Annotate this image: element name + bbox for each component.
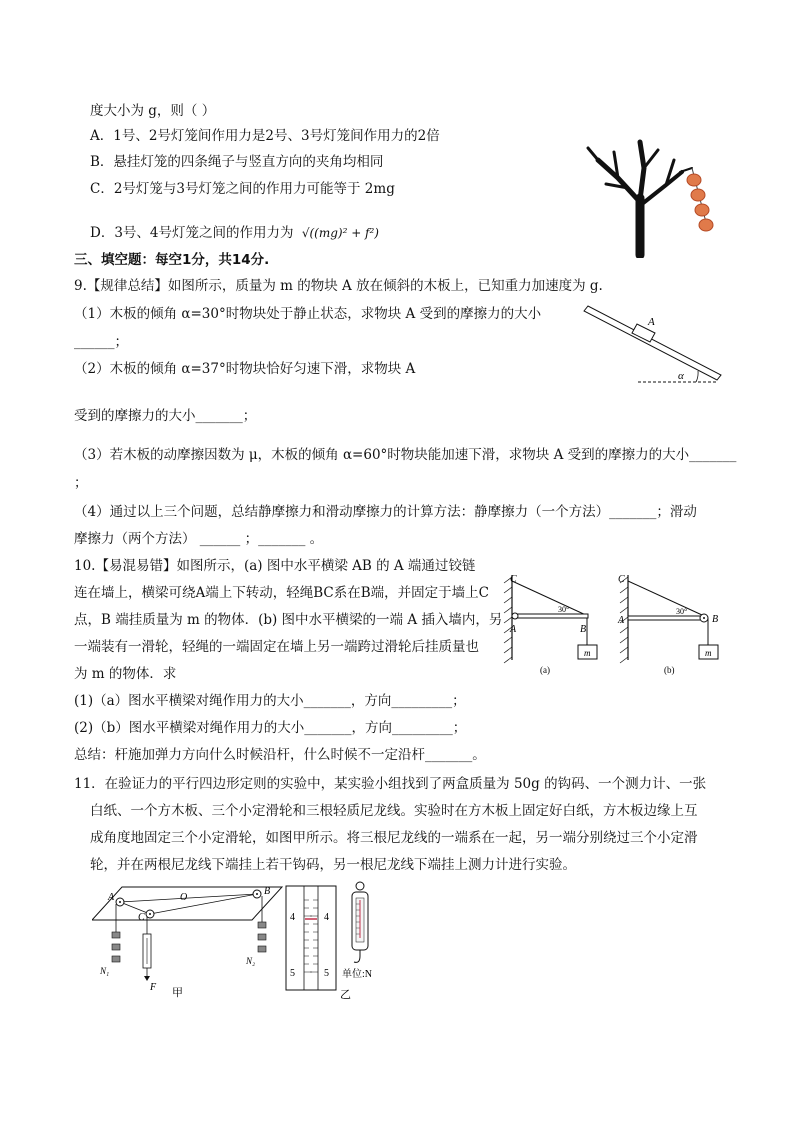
fig-b-label-c: C <box>618 574 625 585</box>
q10-summary[interactable]: 总结：杆施加弹力方向什么时候沿杆，什么时候不一定沿杆_______。 <box>74 747 486 763</box>
q9-intro: 9.【规律总结】如图所示，质量为 m 的物块 A 放在倾斜的木板上，已知重力加速度为 g. <box>74 278 603 294</box>
q9-part2-blank[interactable]: 受到的摩擦力的大小_______； <box>74 408 257 424</box>
fig-b-caption: (b) <box>664 665 675 675</box>
tree-lantern-figure <box>580 130 725 258</box>
q10-line3: 点，B 端挂质量为 m 的物体．(b) 图中水平横梁的一端 A 插入墙内，另 <box>74 612 503 628</box>
figure-jia-pulley-board <box>92 882 292 1002</box>
fig-yi-caption: 乙 <box>340 989 351 1001</box>
q8-option-d-text: D．3号、4号灯笼之间的作用力为 <box>90 225 294 241</box>
q9-part3[interactable]: （3）若木板的动摩擦因数为 μ，木板的倾角 α=60°时物块能加速下滑，求物块 A 受到的摩擦力的大小_______ <box>74 447 737 463</box>
q10-line5: 为 m 的物体．求 <box>74 666 177 682</box>
fig-jia-label-a: A <box>108 892 115 903</box>
q8-option-a[interactable]: A．1号、2号灯笼间作用力是2号、3号灯笼间作用力的2倍 <box>90 128 440 144</box>
fig-yi-tick-5-left: 5 <box>290 968 295 979</box>
q8-stem-tail: 度大小为 g，则（ ） <box>90 103 216 119</box>
q10-line2: 连在墙上，横梁可绕A端上下转动，轻绳BC系在B端，并固定于墙上C <box>74 585 489 601</box>
q10-sub2[interactable]: (2)（b）图水平横梁对绳作用力的大小_______，方向_________； <box>74 720 467 736</box>
inclined-plane-figure <box>578 305 728 390</box>
q11-line2: 白纸、一个方木板、三个小定滑轮和三根轻质尼龙线。实验时在方木板上固定好白纸，方木板边缘上互 <box>90 803 698 819</box>
q9-part1-blank[interactable]: ______； <box>74 334 128 350</box>
q8-option-b[interactable]: B．悬挂灯笼的四条绳子与竖直方向的夹角均相同 <box>90 154 384 170</box>
q9-part1: （1）木板的倾角 α=30°时物块处于静止状态，求物块 A 受到的摩擦力的大小 <box>74 306 542 322</box>
fig-jia-label-b: B <box>264 886 271 897</box>
q9-part3-end: ； <box>74 475 88 491</box>
q8-option-d-formula: √((mg)² + f²) <box>301 226 379 240</box>
fig-b-mass: m <box>705 648 712 658</box>
q10-line4: 一端装有一滑轮，轻绳的一端固定在墙上另一端跨过滑轮后挂质量也 <box>74 639 479 655</box>
q8-option-c[interactable]: C．2号灯笼与3号灯笼之间的作用力可能等于 2mg <box>90 181 395 197</box>
fig-yi-tick-4-right: 4 <box>324 912 329 923</box>
figure-yi-spring-scale <box>282 878 412 1003</box>
fig-b-label-a: A <box>618 615 625 626</box>
section-3-title: 三、填空题：每空1分，共14分. <box>74 252 270 268</box>
fig-a-caption: (a) <box>540 665 550 675</box>
q9-part4[interactable]: （4）通过以上三个问题，总结静摩擦力和滑动摩擦力的计算方法：静摩擦力（一个方法）_______；滑动 <box>74 504 697 520</box>
fig-yi-tick-5-right: 5 <box>324 968 329 979</box>
fig-jia-caption: 甲 <box>172 987 183 999</box>
beam-figure-a <box>498 570 616 680</box>
fig-jia-label-o: O <box>180 892 188 903</box>
q11-line4: 轮，并在两根尼龙线下端挂上若干钩码，另一根尼龙线下端挂上测力计进行实验。 <box>90 857 576 873</box>
fig-a-label-a: A <box>510 624 517 635</box>
fig-b-angle: 30° <box>676 607 688 616</box>
fig-jia-label-n2: N₂ <box>246 956 256 966</box>
fig-a-angle: 30° <box>558 605 570 614</box>
fig-jia-label-c: C <box>138 912 145 923</box>
fig-yi-unit: 单位:N <box>342 969 372 980</box>
q10-sub1[interactable]: (1)（a）图水平横梁对绳作用力的大小_______，方向_________； <box>74 693 466 709</box>
fig-a-mass: m <box>584 648 591 658</box>
fig-b-label-b: B <box>712 614 719 625</box>
q11-line1: 11．在验证力的平行四边形定则的实验中，某实验小组找到了两盒质量为 50g 的钩码、一个测力计、一张 <box>74 776 707 792</box>
fig-jia-label-f: F <box>150 982 157 993</box>
q8-option-d[interactable] <box>90 224 379 242</box>
q9-part4-cont[interactable]: 摩擦力（两个方法） ______ ；_______ 。 <box>74 531 324 547</box>
fig-a-label-c: C <box>510 574 517 585</box>
q11-line3: 成角度地固定三个小定滑轮，如图甲所示。将三根尼龙线的一端系在一起，另一端分别绕过三个小定滑 <box>90 830 698 846</box>
beam-figure-b <box>614 570 732 680</box>
fig-yi-tick-4-left: 4 <box>290 912 295 923</box>
q10-line1: 10.【易混易错】如图所示，(a) 图中水平横梁 AB 的 A 端通过铰链 <box>74 558 476 574</box>
fig-jia-label-n1: N₁ <box>100 966 110 976</box>
q9-part2: （2）木板的倾角 α=37°时物块恰好匀速下滑，求物块 A <box>74 361 416 377</box>
fig9-label-a: A <box>648 316 655 328</box>
fig-a-label-b: B <box>580 624 587 635</box>
fig9-label-alpha: α <box>678 370 684 382</box>
